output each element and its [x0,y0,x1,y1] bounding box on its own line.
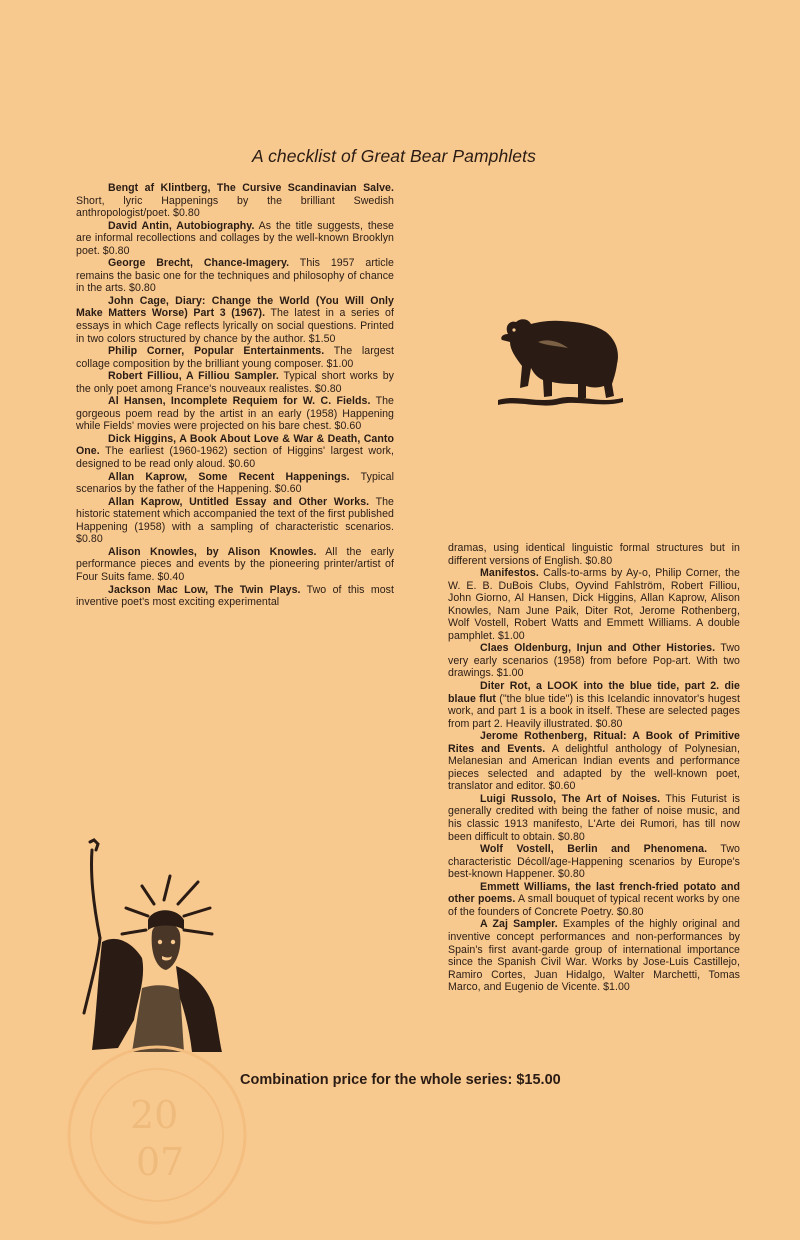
list-item: Diter Rot, a LOOK into the blue tide, part 2. die blaue flut ("the blue tide") is this Icelandic innovator's hugest work, and part 1 is a book in itself. These are selected pages from part 2. Heavily illustrated. $0.80 [448,680,740,730]
statue-of-liberty-illustration [72,838,247,1058]
list-item: David Antin, Autobiography. As the title suggests, these are informal recollections and collages by the well-known Brooklyn poet. $0.80 [76,219,394,257]
right-column [448,542,740,994]
list-item: A Zaj Sampler. Examples of the highly original and inventive concept performances and non-performances by Spain's first avant-garde group of international importance since the Spanish Civil War. Works by Jose-Luis Castillejo, Ramiro Cortes, Juan Hidalgo, Walter Marchetti, Tomas Marco, and Eugenio de Vicente. $1.00 [448,918,740,994]
list-item: Emmett Williams, the last french-fried potato and other poems. A small bouquet of typical recent works by one of the founders of Concrete Poetry. $0.80 [448,880,740,918]
list-item: Luigi Russolo, The Art of Noises. This Futurist is generally credited with being the father of noise music, and his classic 1913 manifesto, L'Arte dei Rumori, has till now been difficult to obtain. $0.80 [448,792,740,843]
left-column [76,182,394,609]
list-item: Jackson Mac Low, The Twin Plays. Two of this most inventive poet's most exciting experimental [76,583,395,609]
seal-year-top: 20 [130,1093,179,1137]
combination-price: Combination price for the whole series: $15.00 [240,1072,561,1088]
list-item-continuation: dramas, using identical linguistic formal structures but in different versions of English. $0.80 [448,542,740,567]
list-item: Claes Oldenburg, Injun and Other Histories. Two very early scenarios (1958) from before Pop-art. With two drawings. $1.00 [448,642,740,680]
embossed-seal [62,1040,252,1230]
list-item: Bengt af Klintberg, The Cursive Scandinavian Salve. Short, lyric Happenings by the brilliant Swedish anthropologist/poet. $0.80 [76,182,394,220]
list-item: Manifestos. Calls-to-arms by Ay-o, Philip Corner, the W. E. B. DuBois Clubs, Oyvind Fahlström, Robert Filliou, John Giorno, Al Hansen, Dick Higgins, Allan Kaprow, Alison Knowles, Nam June Paik, Diter Rot, Jerome Rothenberg, Wolf Vostell, Robert Watts and Emmett Williams. A double pamphlet. $1.00 [448,567,740,642]
bear-illustration [498,312,623,412]
list-item: George Brecht, Chance-Imagery. This 1957 article remains the basic one for the techniques and philosophy of chance in the arts. $0.80 [76,257,394,295]
list-item: Dick Higgins, A Book About Love & War & Death, Canto One. The earliest (1960-1962) section of Higgins' largest work, designed to be read only aloud. $0.60 [76,432,394,471]
seal-year-bottom: 07 [136,1140,185,1184]
list-item: Philip Corner, Popular Entertainments. The largest collage composition by the brilliant young composer. $1.00 [76,345,394,370]
list-item: Wolf Vostell, Berlin and Phenomena. Two characteristic Décoll/age-Happening scenarios by Europe's best-known Happener. $0.80 [448,843,740,881]
list-item: Allan Kaprow, Some Recent Happenings. Typical scenarios by the father of the Happening. $0.60 [76,470,394,496]
list-item: Allan Kaprow, Untitled Essay and Other Works. The historic statement which accompanied the text of the first published Happening (1958) with a sampling of characteristic scenarios. $0.80 [76,495,394,546]
list-item: Robert Filliou, A Filliou Sampler. Typical short works by the only poet among France's nouveaux realistes. $0.80 [76,370,394,395]
list-item: Alison Knowles, by Alison Knowles. All the early performance pieces and events by the pioneering printer/artist of Four Suits fame. $0.40 [76,545,394,583]
list-item: Jerome Rothenberg, Ritual: A Book of Primitive Rites and Events. A delightful anthology of Polynesian, Melanesian and American Indian events and performance pieces selected and adapted by the well-known poet, translator and editor. $0.60 [448,730,740,793]
list-item: Al Hansen, Incomplete Requiem for W. C. Fields. The gorgeous poem read by the artist in an early (1958) Happening while Fields' movies were projected on his bare chest. $0.60 [76,395,395,433]
page-title: A checklist of Great Bear Pamphlets [252,146,536,166]
list-item: John Cage, Diary: Change the World (You Will Only Make Matters Worse) Part 3 (1967). The latest in a series of essays in which Cage reflects lyrically on social questions. Printed in two colors structured by chance by the author. $1.50 [76,294,394,345]
